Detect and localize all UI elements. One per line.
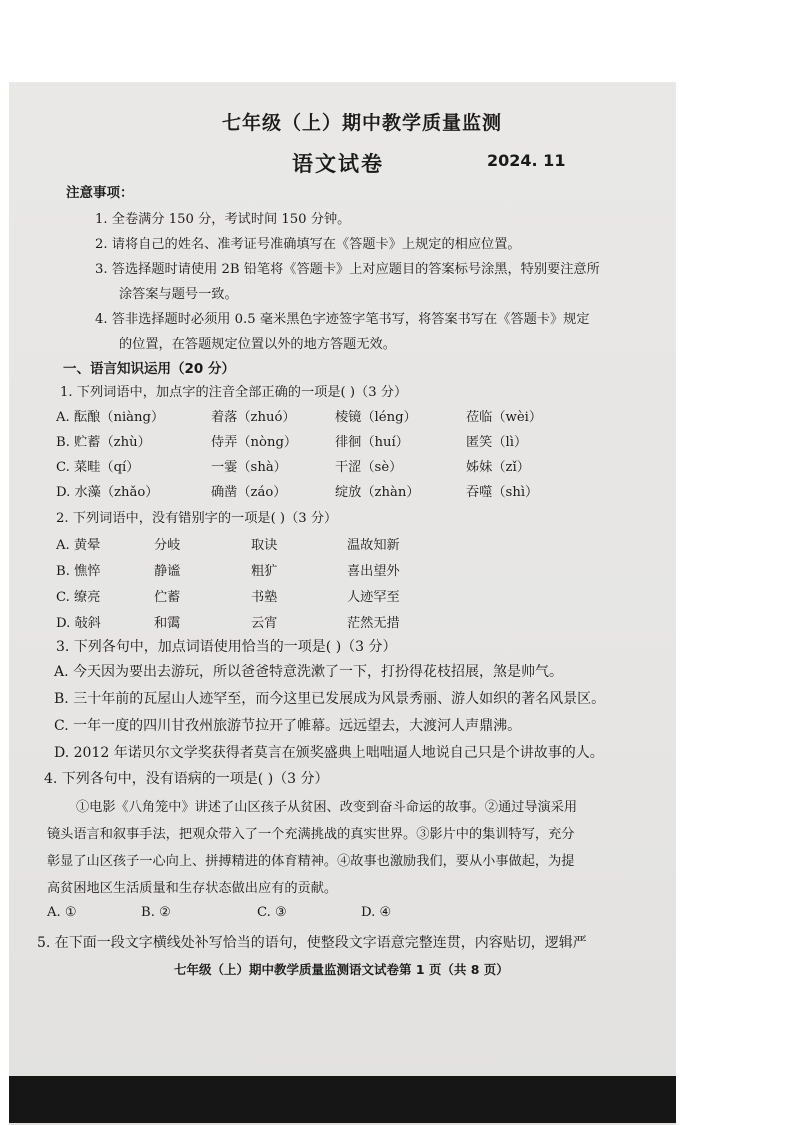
exam-date: 2024. 11 — [487, 151, 566, 170]
option-cell: 姊妹（zǐ） — [466, 460, 530, 475]
option-cell: 吞噬（shì） — [466, 485, 539, 500]
option-cell: B. ② — [141, 905, 171, 920]
option-cell: C. ③ — [257, 905, 287, 920]
note-item: 涂答案与题号一致。 — [119, 287, 238, 302]
note-item: 2. 请将自己的姓名、准考证号准确填写在《答题卡》上规定的相应位置。 — [95, 237, 521, 252]
option-cell: A. 黄晕 — [56, 538, 101, 553]
question-1-stem: 1. 下列词语中，加点字的注音全部正确的一项是( )（3 分） — [60, 385, 408, 400]
option-cell: 一霎（shà） — [211, 460, 287, 475]
question-2-option-c — [56, 586, 400, 605]
option-cell: 温故知新 — [347, 538, 400, 553]
option-cell: 分岐 — [154, 538, 181, 553]
page-footer: 七年级（上）期中教学质量监测语文试卷第 1 页（共 8 页） — [174, 962, 509, 977]
question-4-passage-line: 镜头语言和叙事手法，把观众带入了一个充满挑战的真实世界。③影片中的集训特写，充分 — [47, 827, 575, 842]
option-cell: B. 贮蓄（zhù） — [56, 435, 151, 450]
exam-title: 七年级（上）期中教学质量监测 — [222, 112, 503, 134]
option-cell: 绽放（zhàn） — [335, 485, 420, 500]
note-item: 的位置，在答题规定位置以外的地方答题无效。 — [119, 337, 396, 352]
question-4-options — [47, 905, 391, 920]
option-cell: 茫然无措 — [347, 616, 400, 631]
question-1-option-a — [56, 406, 542, 425]
option-cell: 莅临（wèi） — [466, 410, 543, 425]
option-cell: 喜出望外 — [347, 564, 400, 579]
question-2-stem: 2. 下列词语中，没有错别字的一项是( )（3 分） — [56, 511, 338, 526]
option-cell: 静谧 — [154, 564, 181, 579]
note-item: 4. 答非选择题时必须用 0.5 毫米黑色字迹签字笔书写，将答案书写在《答题卡》规定 — [95, 312, 590, 327]
question-1-option-c — [56, 456, 530, 475]
option-cell: D. 敧斜 — [56, 616, 101, 631]
option-cell: A. ① — [47, 905, 77, 920]
question-4-passage-line: ①电影《八角笼中》讲述了山区孩子从贫困、改变到奋斗命运的故事。②通过导演采用 — [76, 800, 578, 815]
question-5-stem: 5. 在下面一段文字横线处补写恰当的语句，使整段文字语意完整连贯，内容贴切，逻辑严 — [37, 935, 587, 951]
note-item: 1. 全卷满分 150 分，考试时间 150 分钟。 — [95, 212, 351, 227]
option-cell: 着落（zhuó） — [211, 410, 296, 425]
question-2-option-a — [56, 534, 400, 553]
note-item: 3. 答选择题时请使用 2B 铅笔将《答题卡》上对应题目的答案标号涂黑，特别要注意所 — [95, 262, 600, 277]
option-cell: 确凿（záo） — [211, 485, 287, 500]
option-cell: 书塾 — [251, 590, 278, 605]
question-3-stem: 3. 下列各句中，加点词语使用恰当的一项是( )（3 分） — [56, 639, 397, 655]
option-cell: 棱镜（léng） — [335, 410, 417, 425]
option-cell: C. 缭亮 — [56, 590, 101, 605]
option-cell: D. 水藻（zhǎo） — [56, 485, 159, 500]
exam-subtitle: 语文试卷 — [292, 152, 384, 176]
question-3-option-a: A. 今天因为要出去游玩，所以爸爸特意洗漱了一下，打扮得花枝招展，煞是帅气。 — [54, 664, 564, 680]
option-cell: C. 菜畦（qí） — [56, 460, 140, 475]
option-cell: 人迹罕至 — [347, 590, 400, 605]
option-cell: 粗犷 — [251, 564, 278, 579]
option-cell: 侍弄（nòng） — [211, 435, 298, 450]
question-4-passage-line: 彰显了山区孩子一心向上、拼搏精进的体育精神。④故事也激励我们，要从小事做起，为提 — [47, 854, 575, 869]
notes-heading: 注意事项： — [66, 185, 134, 201]
photo-background-edge — [9, 1076, 676, 1123]
option-cell: 和霭 — [154, 616, 181, 631]
option-cell: 干涩（sè） — [335, 460, 403, 475]
option-cell: 徘徊（huí） — [335, 435, 409, 450]
option-cell: D. ④ — [361, 905, 392, 920]
question-3-option-c: C. 一年一度的四川甘孜州旅游节拉开了帷幕。远远望去，大渡河人声鼎沸。 — [54, 718, 522, 734]
option-cell: A. 酝酿（niàng） — [56, 410, 165, 425]
option-cell: 取诀 — [251, 538, 278, 553]
question-3-option-b: B. 三十年前的瓦屋山人迹罕至，而今这里已发展成为风景秀丽、游人如织的著名风景区。 — [54, 691, 606, 707]
question-1-option-d — [56, 481, 538, 500]
option-cell: 云宵 — [251, 616, 278, 631]
option-cell: 匿笑（lì） — [466, 435, 528, 450]
option-cell: B. 憔悴 — [56, 564, 101, 579]
section-heading: 一、语言知识运用（20 分） — [63, 361, 235, 377]
question-1-option-b — [56, 431, 527, 450]
question-4-stem: 4. 下列各句中，没有语病的一项是( )（3 分） — [44, 771, 329, 787]
question-4-passage-line: 高贫困地区生活质量和生存状态做出应有的贡献。 — [47, 881, 338, 896]
question-2-option-b — [56, 560, 400, 579]
question-2-option-d — [56, 612, 400, 631]
question-3-option-d: D. 2012 年诺贝尔文学奖获得者莫言在颁奖盛典上咄咄逼人地说自己只是个讲故事的人。 — [54, 745, 604, 761]
option-cell: 伫蓄 — [154, 590, 181, 605]
